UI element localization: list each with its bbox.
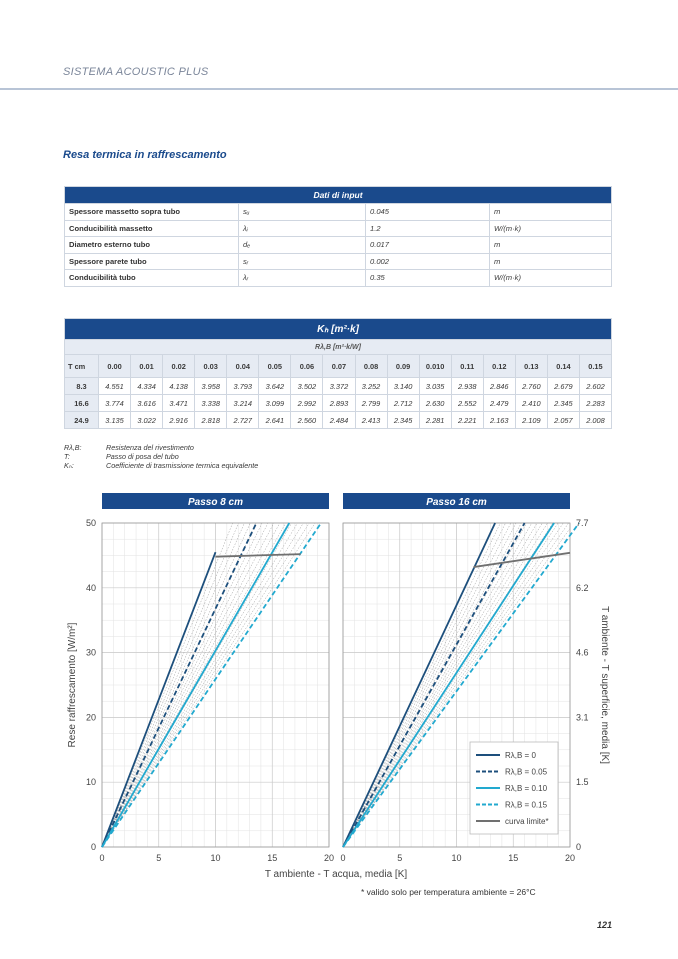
table-cell: 2.410	[515, 395, 547, 412]
x-tick-label: 0	[99, 853, 105, 863]
table-cell: 2.484	[323, 412, 355, 429]
input-label: Diametro esterno tubo	[65, 237, 239, 254]
kh-table-title: Kₕ [m²·k]	[65, 319, 612, 340]
legend-label: Rλ,B = 0.15	[505, 800, 548, 810]
table-cell: 2.630	[419, 395, 451, 412]
legend-label: Rλ,B = 0	[505, 751, 536, 760]
input-unit: W/(m·k)	[490, 270, 612, 287]
y-tick-label: 50	[85, 518, 96, 528]
chart-title: Passo 16 cm	[426, 497, 487, 508]
y-tick-label: 7.7	[576, 518, 589, 528]
chart-footnote: * valido solo per temperatura ambiente = 26°C	[361, 887, 536, 897]
y-axis-title-right: T ambiente - T superficie, media [K]	[599, 606, 610, 764]
table-cell: 3.135	[99, 412, 131, 429]
legend-note: T: Passo di posa del tubo	[64, 452, 179, 461]
row-header: 24.9	[65, 412, 99, 429]
table-cell: 2.893	[323, 395, 355, 412]
table-cell: 4.334	[131, 378, 163, 395]
y-tick-label: 40	[85, 582, 96, 593]
table-row	[65, 395, 612, 412]
table-cell: 2.679	[547, 378, 579, 395]
legend-note: Rλ,B: Resistenza del rivestimento	[64, 443, 194, 452]
table-cell: 3.099	[259, 395, 291, 412]
column-header: 0.010	[419, 355, 451, 378]
table-cell: 2.992	[291, 395, 323, 412]
table-cell: 3.338	[195, 395, 227, 412]
input-value: 0.002	[366, 253, 490, 270]
table-cell: 3.140	[387, 378, 419, 395]
input-table-title: Dati di input	[65, 187, 612, 204]
column-header: 0.09	[387, 355, 419, 378]
input-symbol: λᵣ	[239, 270, 366, 287]
x-tick-label: 15	[267, 853, 278, 863]
table-cell: 2.221	[451, 412, 483, 429]
table-cell: 2.163	[483, 412, 515, 429]
table-cell: 2.109	[515, 412, 547, 429]
abbreviation-legend	[64, 443, 258, 470]
y-tick-label: 0	[576, 842, 582, 852]
input-value: 1.2	[366, 220, 490, 237]
input-value: 0.35	[366, 270, 490, 287]
column-header: 0.04	[227, 355, 259, 378]
column-header: 0.08	[355, 355, 387, 378]
table-cell: 3.372	[323, 378, 355, 395]
input-value: 0.017	[366, 237, 490, 254]
column-header: 0.05	[259, 355, 291, 378]
table-cell: 3.642	[259, 378, 291, 395]
input-label: Spessore massetto sopra tubo	[65, 204, 239, 221]
legend-label: Rλ,B = 0.05	[505, 767, 548, 777]
table-cell: 2.281	[419, 412, 451, 429]
column-header: 0.14	[547, 355, 579, 378]
input-symbol: dₑ	[239, 237, 366, 254]
table-cell: 3.793	[227, 378, 259, 395]
table-cell: 2.916	[163, 412, 195, 429]
table-cell: 3.035	[419, 378, 451, 395]
table-cell: 2.938	[451, 378, 483, 395]
input-unit: m	[490, 253, 612, 270]
table-row	[65, 220, 612, 237]
kh-coefficient-table	[64, 318, 612, 429]
table-cell: 3.958	[195, 378, 227, 395]
y-axis-title: Rese raffrescamento [W/m²]	[67, 622, 78, 748]
y-tick-label: 6.2	[576, 582, 589, 593]
table-cell: 2.818	[195, 412, 227, 429]
y-tick-label: 10	[85, 777, 96, 788]
table-cell: 2.760	[515, 378, 547, 395]
column-header: 0.00	[99, 355, 131, 378]
input-symbol: sᵣ	[239, 253, 366, 270]
x-tick-label: 5	[156, 853, 162, 863]
table-cell: 2.641	[259, 412, 291, 429]
table-cell: 2.283	[579, 395, 611, 412]
corner-cell: T cm	[65, 355, 99, 378]
y-tick-label: 30	[85, 647, 96, 658]
column-header: 0.11	[451, 355, 483, 378]
column-header: 0.06	[291, 355, 323, 378]
table-cell: 2.602	[579, 378, 611, 395]
input-label: Spessore parete tubo	[65, 253, 239, 270]
x-tick-label: 5	[397, 853, 403, 863]
legend-note: Kₕ: Coefficiente di trasmissione termica equivalente	[64, 461, 259, 470]
x-tick-label: 20	[323, 853, 335, 863]
table-cell: 2.712	[387, 395, 419, 412]
header-divider	[0, 88, 678, 90]
x-axis-title: T ambiente - T acqua, media [K]	[264, 869, 408, 880]
table-cell: 3.252	[355, 378, 387, 395]
input-label: Conducibilità massetto	[65, 220, 239, 237]
table-cell: 4.138	[163, 378, 195, 395]
y-tick-label: 20	[85, 712, 96, 723]
column-header: 0.12	[483, 355, 515, 378]
column-header: 0.15	[579, 355, 611, 378]
table-cell: 2.552	[451, 395, 483, 412]
page-number: 121	[597, 920, 613, 930]
input-unit: m	[490, 204, 612, 221]
input-symbol: λᵢ	[239, 220, 366, 237]
y-tick-label: 0	[90, 842, 96, 852]
chart-title: Passo 8 cm	[187, 497, 244, 508]
table-cell: 3.774	[99, 395, 131, 412]
table-cell: 2.057	[547, 412, 579, 429]
series-line	[474, 553, 570, 567]
y-tick-label: 3.1	[576, 712, 589, 723]
y-tick-label: 1.5	[576, 777, 589, 788]
y-tick-label: 4.6	[576, 647, 589, 658]
table-cell: 2.560	[291, 412, 323, 429]
column-header: 0.01	[131, 355, 163, 378]
input-unit: W/(m·k)	[490, 220, 612, 237]
x-tick-label: 0	[340, 853, 346, 863]
x-tick-label: 10	[451, 853, 462, 863]
input-value: 0.045	[366, 204, 490, 221]
table-row	[65, 412, 612, 429]
table-row	[65, 253, 612, 270]
column-header: 0.07	[323, 355, 355, 378]
section-title: Resa termica in raffrescamento	[63, 149, 227, 161]
table-row	[65, 237, 612, 254]
table-row	[65, 204, 612, 221]
table-cell: 3.022	[131, 412, 163, 429]
cooling-output-charts	[0, 485, 678, 890]
table-cell: 3.616	[131, 395, 163, 412]
input-symbol: sᵤ	[239, 204, 366, 221]
table-cell: 4.551	[99, 378, 131, 395]
table-row	[65, 270, 612, 287]
table-cell: 2.413	[355, 412, 387, 429]
table-cell: 2.008	[579, 412, 611, 429]
column-header: 0.03	[195, 355, 227, 378]
legend-label: Rλ,B = 0.10	[505, 784, 548, 793]
table-cell: 2.479	[483, 395, 515, 412]
x-tick-label: 15	[508, 853, 519, 863]
x-tick-label: 10	[210, 853, 221, 863]
table-cell: 2.799	[355, 395, 387, 412]
table-header-row	[65, 355, 612, 378]
table-cell: 3.471	[163, 395, 195, 412]
column-header: 0.02	[163, 355, 195, 378]
column-header: 0.13	[515, 355, 547, 378]
document-header: SISTEMA ACOUSTIC PLUS	[63, 66, 209, 78]
input-label: Conducibilità tubo	[65, 270, 239, 287]
table-cell: 2.345	[387, 412, 419, 429]
input-data-table	[64, 186, 612, 287]
table-cell: 2.727	[227, 412, 259, 429]
x-tick-label: 20	[564, 853, 576, 863]
kh-table-subtitle: Rλ,B [m²·k/W]	[65, 340, 612, 355]
table-row	[65, 378, 612, 395]
legend-label: curva limite*	[505, 817, 549, 826]
row-header: 8.3	[65, 378, 99, 395]
input-unit: m	[490, 237, 612, 254]
table-cell: 2.846	[483, 378, 515, 395]
row-header: 16.6	[65, 395, 99, 412]
table-cell: 3.502	[291, 378, 323, 395]
table-cell: 3.214	[227, 395, 259, 412]
table-cell: 2.345	[547, 395, 579, 412]
